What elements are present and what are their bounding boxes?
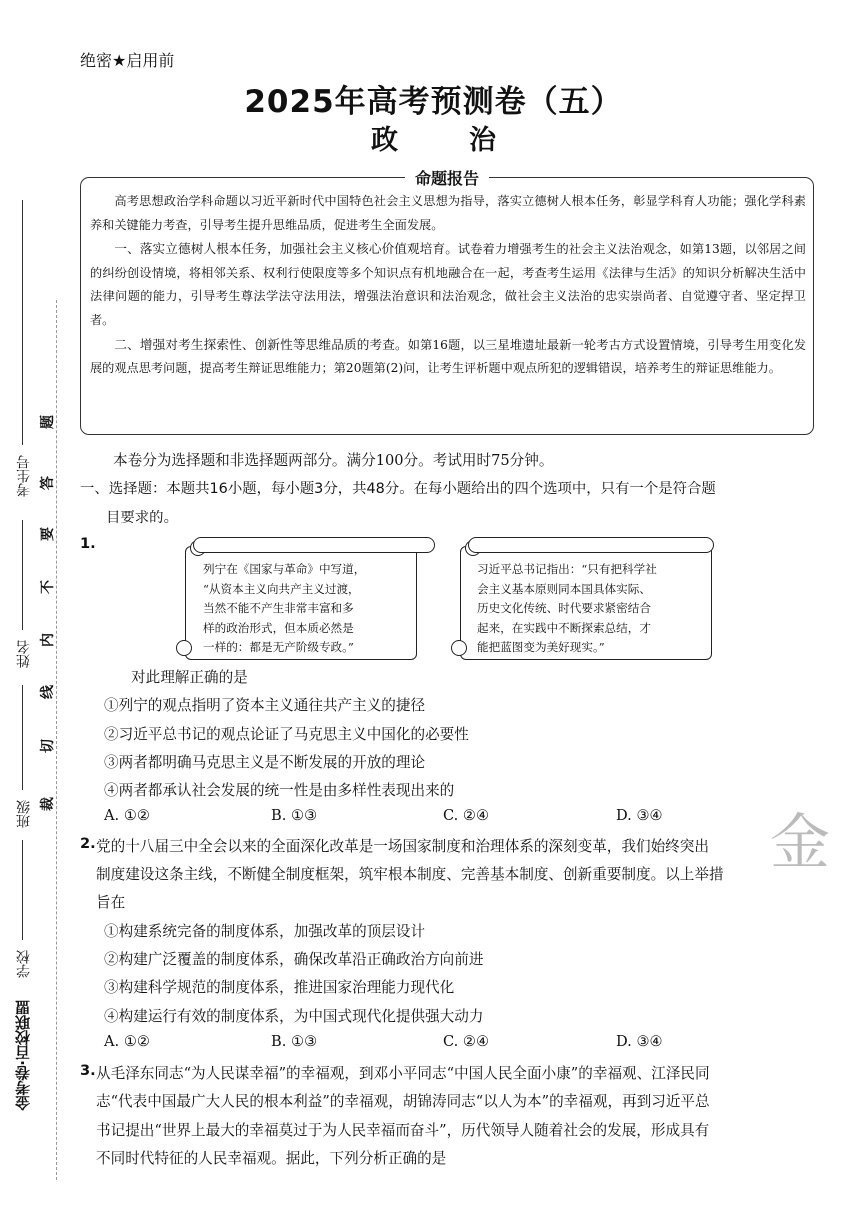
statement-item: ②习近平总书记的观点论证了马克思主义中国化的必要性 (104, 726, 469, 743)
quote-lenin (203, 560, 365, 658)
option-a: A. ①② (104, 1033, 150, 1050)
quote-line: 能把蓝图变为美好现实。” (477, 640, 605, 655)
exam-number-blank (22, 200, 23, 445)
statement-item: ②构建广泛覆盖的制度体系，确保改革沿正确政治方向前进 (104, 951, 484, 968)
quote-line: 会主义基本原则同本国具体实际、 (477, 581, 651, 596)
warning-char: 内 (40, 633, 56, 647)
question-text: 书记提出“世界上最大的幸福莫过于为人民幸福而奋斗”，历代领导人随着社会的发展，形成具有 (96, 1122, 710, 1139)
school-blank (22, 840, 23, 940)
statement-item: ①构建系统完备的制度体系，加强改革的顶层设计 (104, 923, 426, 940)
question-stem: 对此理解正确的是 (131, 669, 248, 686)
quote-line: 一样的：都是无产阶级专政。” (203, 640, 354, 655)
scroll-top-roll (193, 537, 435, 553)
report-body: 试卷着力增强考生的社会主义法治观念，如第13题，以邻居之间的纠纷创设情境，将相邻关系、权利行使限度等多个知识点有机地融合在一起，考查考生运用《法律与生活》的知识分析解决生活中法律问题的能力，引导考生尊法学法守法用法，增强法治意识和法治观念，做社会主义法治的忠实崇尚者、自觉遵守者、坚定捍卫者。 (90, 242, 806, 327)
option-b: B. ①③ (271, 1033, 318, 1050)
question-text: 不同时代特征的人民幸福观。据此，下列分析正确的是 (96, 1150, 447, 1167)
statement-item: ③两者都明确马克思主义是不断发展的开放的理论 (104, 754, 426, 771)
warning-char: 不 (40, 580, 56, 594)
warning-char: 题 (40, 415, 56, 429)
exam-number-label: 考生号 (16, 455, 32, 497)
quote-line: 当然不能不产生非常丰富和多 (203, 601, 354, 616)
watermark-logo: 金 (770, 808, 830, 878)
report-heading: 一、落实立德树人根本任务，加强社会主义核心价值观培育。 (114, 241, 458, 257)
question-number: 3. (80, 1062, 96, 1079)
option-d: D. ③④ (616, 1033, 663, 1050)
confidential-mark: 绝密★启用前 (80, 51, 175, 70)
quote-line: 历史文化传统、时代要求紧密结合 (477, 601, 651, 616)
quote-line: 样的政治形式，但本质必然是 (203, 620, 354, 635)
alliance-label: 金考卷·百校联盟 (14, 1000, 32, 1111)
warning-char: 裁 (40, 797, 56, 811)
option-b: B. ①③ (271, 807, 318, 824)
statement-item: ①列宁的观点指明了资本主义通往共产主义的捷径 (104, 697, 426, 714)
scroll-curl-icon (176, 640, 192, 656)
warning-char: 要 (40, 527, 56, 541)
school-label: 学校 (16, 950, 32, 978)
warning-char: 线 (40, 685, 56, 699)
name-label: 姓名 (16, 640, 32, 668)
report-text (90, 190, 806, 381)
report-paragraph (90, 237, 806, 332)
question-text: 党的十八届三中全会以来的全面深化改革是一场国家制度和治理体系的深刻变革，我们始终突出 (96, 838, 709, 855)
scroll-curl-icon (451, 640, 467, 656)
question-number: 1. (80, 535, 96, 552)
class-label: 班级 (16, 800, 32, 828)
option-c: C. ②④ (443, 807, 490, 824)
warning-char: 切 (40, 739, 56, 753)
report-label: 命题报告 (405, 166, 489, 189)
statement-item: ④构建运行有效的制度体系，为中国式现代化提供强大动力 (104, 1008, 484, 1025)
option-c: C. ②④ (443, 1033, 490, 1050)
report-paragraph: 高考思想政治学科命题以习近平新时代中国特色社会主义思想为指导，落实立德树人根本任务，彰显学科育人功能；强化学科素养和关键能力考查，引导考生提升思维品质，促进考生全面发展。 (90, 194, 806, 232)
class-blank (22, 685, 23, 790)
quote-line: 习近平总书记指出：“只有把科学社 (477, 562, 657, 576)
report-heading: 二、增强对考生探索性、创新性等思维品质的考查。 (114, 336, 408, 352)
section-heading-cont: 目要求的。 (106, 510, 178, 526)
quote-line: 起来，在实践中不断探索总结，才 (477, 620, 651, 635)
statement-item: ③构建科学规范的制度体系，推进国家治理能力现代化 (104, 979, 455, 996)
option-a: A. ①② (104, 807, 150, 824)
quote-line: “从资本主义向共产主义过渡， (203, 581, 360, 596)
question-number: 2. (80, 835, 96, 852)
report-paragraph (90, 333, 806, 381)
subject-title: 政 治 (371, 125, 518, 156)
question-text: 志“代表中国最广大人民的根本利益”的幸福观，胡锦涛同志“以人为本”的幸福观，再到习近平总 (96, 1093, 710, 1110)
question-text: 从毛泽东同志“为人民谋幸福”的幸福观，到邓小平同志“中国人民全面小康”的幸福观、江泽民同 (96, 1065, 710, 1082)
question-text: 旨在 (96, 894, 126, 911)
quote-xi (477, 560, 657, 658)
option-d: D. ③④ (616, 807, 663, 824)
page-title: 2025年高考预测卷（五） (244, 84, 623, 120)
scroll-top-roll (468, 537, 714, 553)
warning-char: 答 (40, 476, 56, 490)
statement-item: ④两者都承认社会发展的统一性是由多样性表现出来的 (104, 782, 455, 799)
quote-line: 列宁在《国家与革命》中写道， (203, 562, 366, 576)
report-body: 如第16题，以三星堆遗址最新一轮考古方式设置情境，引导考生用变化发展的观点思考问题，提高考生辩证思维能力；第20题第(2)问，让考生评析题中观点所犯的逻辑错误，培养考生的辩证思维能力。 (90, 337, 807, 376)
name-blank (22, 520, 23, 630)
section-heading: 一、选择题：本题共16小题，每小题3分，共48分。在每小题给出的四个选项中，只有一个是符合题 (80, 481, 716, 497)
exam-intro: 本卷分为选择题和非选择题两部分。满分100分。考试用时75分钟。 (113, 452, 554, 469)
question-text: 制度建设这条主线，不断健全制度框架，筑牢根本制度、完善基本制度、创新重要制度。以上举措 (96, 866, 724, 883)
